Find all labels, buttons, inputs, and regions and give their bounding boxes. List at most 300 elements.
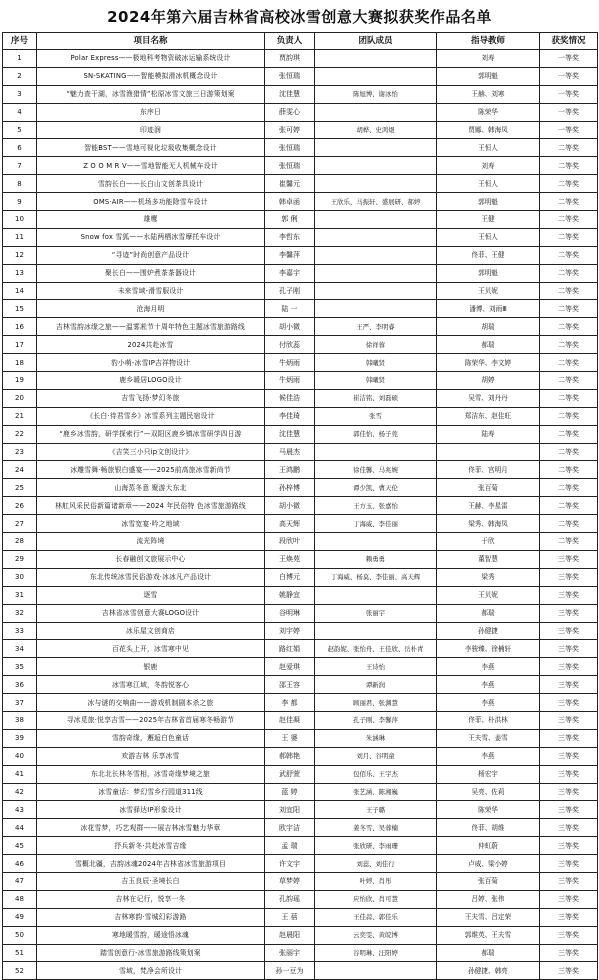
cell-no: 27 — [3, 515, 37, 533]
cell-advisor: 王贝妮 — [437, 282, 540, 300]
table-row — [3, 300, 598, 318]
cell-no: 50 — [3, 926, 37, 944]
cell-name: Z O O M R V——雪地智能无人机械车设计 — [37, 157, 265, 175]
cell-leader: 赵晨阳 — [265, 926, 315, 944]
cell-award: 三等奖 — [540, 962, 598, 980]
cell-members: 赵韵妮、张怡舟、王佳欣、岳朴青 — [315, 640, 437, 658]
cell-no: 19 — [3, 372, 37, 390]
cell-members: 刘蕊、刘佳行 — [315, 855, 437, 873]
table-row — [3, 944, 598, 962]
cell-name: 冰雪寒江域，冬韵悦客心 — [37, 676, 265, 694]
cell-award: 三等奖 — [540, 926, 598, 944]
cell-leader: 李佳琦 — [265, 407, 315, 425]
cell-name: 雪韵奇缘，邂逅白色童话 — [37, 729, 265, 747]
cell-members — [315, 264, 437, 282]
cell-name: SN-SKATING——智能模拟滑冰机概念设计 — [37, 67, 265, 85]
cell-award: 三等奖 — [540, 783, 598, 801]
table-row — [3, 801, 598, 819]
cell-leader: 陆 一 — [265, 300, 315, 318]
cell-members — [315, 282, 437, 300]
table-row — [3, 908, 598, 926]
cell-leader: 薛雯心 — [265, 103, 315, 121]
cell-award: 三等奖 — [540, 765, 598, 783]
cell-members: 郭佳怡、杨子莞 — [315, 425, 437, 443]
cell-advisor: 郭明魁 — [437, 67, 540, 85]
cell-members: 谭少凯、曹天伦 — [315, 479, 437, 497]
cell-leader: 王焕苑 — [265, 550, 315, 568]
cell-no: 45 — [3, 837, 37, 855]
header-award: 获奖情况 — [540, 33, 598, 50]
cell-name: 逐雪 — [37, 586, 265, 604]
cell-no: 13 — [3, 264, 37, 282]
cell-award: 三等奖 — [540, 711, 598, 729]
cell-leader: 许文宇 — [265, 855, 315, 873]
cell-name: 冰雪宽宴·吟之地域 — [37, 515, 265, 533]
cell-members: 王佳蒜、郭佳乐 — [315, 908, 437, 926]
cell-advisor: 李燕 — [437, 694, 540, 712]
cell-award: 三等奖 — [540, 658, 598, 676]
table-header-row — [3, 33, 598, 50]
cell-leader: 王 婆 — [265, 729, 315, 747]
cell-no: 36 — [3, 676, 37, 694]
cell-advisor: 佟菲、胡维 — [437, 819, 540, 837]
cell-advisor: 李骏臻、徐楠轩 — [437, 640, 540, 658]
cell-members: 朱涵琳 — [315, 729, 437, 747]
cell-members: 张艺涵、陈湘巍 — [315, 783, 437, 801]
cell-name: 东北传统冰雪民俗游戏·冰冰凡产品设计 — [37, 568, 265, 586]
table-row — [3, 246, 598, 264]
cell-advisor: 李燕 — [437, 676, 540, 694]
table-row — [3, 157, 598, 175]
cell-name: 长春融创文旅展示中心 — [37, 550, 265, 568]
table-row — [3, 962, 598, 980]
cell-advisor: 王夫雪、吕定荣 — [437, 908, 540, 926]
table-row — [3, 67, 598, 85]
cell-name: 雪概北疆，吉韵冰魂2024年吉林省冰雪旅游项目 — [37, 855, 265, 873]
cell-leader: 路红娟 — [265, 640, 315, 658]
table-row — [3, 855, 598, 873]
cell-award: 二等奖 — [540, 300, 598, 318]
cell-name: 东北北长林冬雪相，冰雪奇缘梦境之旅 — [37, 765, 265, 783]
cell-advisor: 陈荣华、李文婷 — [437, 354, 540, 372]
cell-name: 冰与谜的交响曲——游戏机制剧本杀之旅 — [37, 694, 265, 712]
cell-name: 冰乐屋文创商店 — [37, 622, 265, 640]
cell-leader: 沈佳慧 — [265, 85, 315, 103]
table-row — [3, 872, 598, 890]
cell-award: 一等奖 — [540, 50, 598, 68]
cell-members: 刘月、谷明童 — [315, 747, 437, 765]
cell-leader: 胡小微 — [265, 318, 315, 336]
cell-advisor: 郑洁东、赵佳旺 — [437, 407, 540, 425]
cell-name: 豹小萌-冰雪IP吉祥物设计 — [37, 354, 265, 372]
cell-members: 顾丽君、张渊慧 — [315, 694, 437, 712]
table-row — [3, 622, 598, 640]
cell-leader: 付欣蕊 — [265, 336, 315, 354]
cell-award: 三等奖 — [540, 568, 598, 586]
cell-no: 9 — [3, 193, 37, 211]
cell-advisor: 王夫雪、姜雪 — [437, 729, 540, 747]
cell-no: 41 — [3, 765, 37, 783]
cell-name: 林舡风采民俗新篇诸新章——2024 年民俗特 色冰雪旅游路线 — [37, 497, 265, 515]
cell-leader: 张恒瑞 — [265, 139, 315, 157]
table-row — [3, 282, 598, 300]
cell-members: 王欣乐、马振轩、盛展研、郝婷 — [315, 193, 437, 211]
cell-members: 张雪 — [315, 407, 437, 425]
cell-no: 14 — [3, 282, 37, 300]
cell-no: 47 — [3, 872, 37, 890]
cell-members: 韩曦贤 — [315, 372, 437, 390]
cell-members: 赖勇勇 — [315, 550, 437, 568]
table-row — [3, 729, 598, 747]
cell-advisor: 吕婷、张伟 — [437, 890, 540, 908]
cell-members: 韩曦贤 — [315, 354, 437, 372]
cell-name: 印迹润 — [37, 121, 265, 139]
cell-leader: 胡小微 — [265, 497, 315, 515]
cell-members: 张欣研、李雨珊 — [315, 837, 437, 855]
cell-award: 二等奖 — [540, 175, 598, 193]
cell-advisor: 于欣 — [437, 533, 540, 551]
cell-no: 17 — [3, 336, 37, 354]
cell-members: 胡桦、史鸿煜 — [315, 121, 437, 139]
cell-leader: 蓝 婷 — [265, 783, 315, 801]
table-row — [3, 407, 598, 425]
cell-no: 26 — [3, 497, 37, 515]
cell-leader: 牛炳雨 — [265, 372, 315, 390]
cell-advisor: 吴亮、佐莉 — [437, 783, 540, 801]
cell-leader: 孟 瑞 — [265, 837, 315, 855]
cell-no: 48 — [3, 890, 37, 908]
cell-award: 二等奖 — [540, 389, 598, 407]
cell-leader: 沈佳慧 — [265, 425, 315, 443]
cell-award: 三等奖 — [540, 801, 598, 819]
cell-advisor: 胡婷 — [437, 372, 540, 390]
cell-members: 包佰乐、王宇杰 — [315, 765, 437, 783]
header-no: 序号 — [3, 33, 37, 50]
cell-name: OMS·AIR——机场多功能除雪车设计 — [37, 193, 265, 211]
cell-members — [315, 211, 437, 229]
cell-name: 智能BST——雪地可视化垃圾收集概念设计 — [37, 139, 265, 157]
cell-name: 未来雪域-滑雪服设计 — [37, 282, 265, 300]
cell-leader: 张恒瑞 — [265, 67, 315, 85]
cell-no: 18 — [3, 354, 37, 372]
cell-name: 吉林寒韵·雪城幻彩游路 — [37, 908, 265, 926]
cell-members: 丁海威、杨莫、李佳丽、高天辉 — [315, 568, 437, 586]
cell-name: 聚长白——围炉煮茶茶器设计 — [37, 264, 265, 282]
cell-advisor: 王贝妮 — [437, 586, 540, 604]
cell-no: 4 — [3, 103, 37, 121]
table-row — [3, 515, 598, 533]
cell-advisor: 王赫、李星雷 — [437, 497, 540, 515]
cell-name: 吉玉良辰·圣境长白 — [37, 872, 265, 890]
cell-advisor: 陆寿 — [437, 425, 540, 443]
cell-no: 38 — [3, 711, 37, 729]
cell-no: 20 — [3, 389, 37, 407]
cell-award: 三等奖 — [540, 819, 598, 837]
cell-no: 30 — [3, 568, 37, 586]
cell-no: 25 — [3, 479, 37, 497]
cell-no: 3 — [3, 85, 37, 103]
cell-leader: 李哲东 — [265, 228, 315, 246]
cell-award: 二等奖 — [540, 228, 598, 246]
cell-no: 8 — [3, 175, 37, 193]
cell-leader: 段欣叶 — [265, 533, 315, 551]
cell-name: 山海蒸冬意 聚游大东北 — [37, 479, 265, 497]
cell-advisor: 郝瑞 — [437, 336, 540, 354]
cell-advisor: 王赫、刘寒 — [437, 85, 540, 103]
cell-leader: 赵爱琪 — [265, 658, 315, 676]
cell-leader: 贾韵琪 — [265, 50, 315, 68]
cell-leader: 欧宇洁 — [265, 819, 315, 837]
cell-award: 三等奖 — [540, 908, 598, 926]
cell-award: 二等奖 — [540, 372, 598, 390]
table-row — [3, 211, 598, 229]
cell-name: 冰花雪梦，巧艺观群——展吉林冰雪魅力华章 — [37, 819, 265, 837]
cell-leader: 韩卓函 — [265, 193, 315, 211]
cell-award: 二等奖 — [540, 264, 598, 282]
table-row — [3, 926, 598, 944]
cell-leader: 高天辉 — [265, 515, 315, 533]
cell-members: 张丽宇 — [315, 604, 437, 622]
table-row — [3, 85, 598, 103]
cell-members: 王方玉、张嘉怡 — [315, 497, 437, 515]
cell-name: 银鹿 — [37, 658, 265, 676]
cell-advisor: 郝瑞 — [437, 604, 540, 622]
cell-advisor: 陈荣华 — [437, 801, 540, 819]
cell-members: 应怡欣、肖可慧 — [315, 890, 437, 908]
table-row — [3, 550, 598, 568]
cell-members: 王诗怡 — [315, 658, 437, 676]
table-row — [3, 50, 598, 68]
cell-members: 徐祥蓉 — [315, 336, 437, 354]
cell-award: 二等奖 — [540, 461, 598, 479]
cell-members: 崔洁铭、刘磊硕 — [315, 389, 437, 407]
cell-name: 2024共赴冰雪 — [37, 336, 265, 354]
header-name: 项目名称 — [37, 33, 265, 50]
cell-leader: 郭 俐 — [265, 211, 315, 229]
table-row — [3, 318, 598, 336]
cell-name: 东序日 — [37, 103, 265, 121]
cell-advisor: 刘寿 — [437, 50, 540, 68]
cell-award: 二等奖 — [540, 425, 598, 443]
cell-advisor: 贾娜、韩海凤 — [437, 121, 540, 139]
cell-members — [315, 50, 437, 68]
cell-advisor: 刘寿 — [437, 157, 540, 175]
table-row — [3, 354, 598, 372]
cell-advisor: 陈荣华 — [437, 103, 540, 121]
cell-members: 王子璐 — [315, 801, 437, 819]
table-row — [3, 676, 598, 694]
table-row — [3, 103, 598, 121]
header-advisor: 指导教师 — [437, 33, 540, 50]
cell-no: 44 — [3, 819, 37, 837]
cell-no: 5 — [3, 121, 37, 139]
cell-advisor: 卢威、梁小婷 — [437, 855, 540, 873]
cell-no: 24 — [3, 461, 37, 479]
cell-no: 1 — [3, 50, 37, 68]
cell-advisor: 佟菲、王健 — [437, 246, 540, 264]
cell-advisor: 王健 — [437, 211, 540, 229]
cell-award: 二等奖 — [540, 282, 598, 300]
cell-members: 云奕雯、黄皖博 — [315, 926, 437, 944]
cell-advisor: 潘博、刘雨Ⅲ — [437, 300, 540, 318]
cell-no: 31 — [3, 586, 37, 604]
cell-no: 2 — [3, 67, 37, 85]
cell-no: 22 — [3, 425, 37, 443]
cell-advisor: 董智慧 — [437, 550, 540, 568]
cell-no: 12 — [3, 246, 37, 264]
cell-members: 孔子刚、李馨萍 — [315, 711, 437, 729]
cell-name: “寻迹”时尚创意产品设计 — [37, 246, 265, 264]
table-row — [3, 193, 598, 211]
cell-advisor: 梁秀、韩海凤 — [437, 515, 540, 533]
cell-advisor: 孙健捷 — [437, 622, 540, 640]
table-row — [3, 228, 598, 246]
cell-leader: 张恒瑞 — [265, 157, 315, 175]
cell-name: 吉林在记行，悦享一冬 — [37, 890, 265, 908]
cell-award: 三等奖 — [540, 604, 598, 622]
table-row — [3, 765, 598, 783]
cell-award: 二等奖 — [540, 336, 598, 354]
cell-name: Snow fox 雪狐——水陆两栖冰雪摩托车设计 — [37, 228, 265, 246]
cell-award: 三等奖 — [540, 855, 598, 873]
cell-members — [315, 962, 437, 980]
cell-advisor — [437, 443, 540, 461]
cell-no: 32 — [3, 604, 37, 622]
cell-award: 二等奖 — [540, 211, 598, 229]
cell-leader: 王 蓓 — [265, 908, 315, 926]
cell-name: 雪韵长白——长白山文创茶具设计 — [37, 175, 265, 193]
cell-name: 抒兵新冬·共赴冰雪吉缘 — [37, 837, 265, 855]
cell-leader: 白博元 — [265, 568, 315, 586]
cell-no: 28 — [3, 533, 37, 551]
cell-award: 二等奖 — [540, 515, 598, 533]
table-row — [3, 264, 598, 282]
cell-leader: 牛炳雨 — [265, 354, 315, 372]
table-row — [3, 694, 598, 712]
cell-members — [315, 622, 437, 640]
cell-members — [315, 157, 437, 175]
cell-name: 寻冰觅旅·悦享吉雪——2025年吉林省首届寒冬畅游节 — [37, 711, 265, 729]
cell-advisor: 杨宏宇 — [437, 765, 540, 783]
cell-no: 16 — [3, 318, 37, 336]
cell-members — [315, 300, 437, 318]
cell-no: 46 — [3, 855, 37, 873]
cell-leader: 王鸿鹏 — [265, 461, 315, 479]
cell-advisor: 王恒人 — [437, 175, 540, 193]
table-row — [3, 658, 598, 676]
cell-leader: 赵佳凝 — [265, 711, 315, 729]
cell-leader: 孙梓博 — [265, 479, 315, 497]
cell-leader: 候佳浩 — [265, 389, 315, 407]
cell-no: 34 — [3, 640, 37, 658]
cell-award: 二等奖 — [540, 139, 598, 157]
cell-award: 一等奖 — [540, 121, 598, 139]
cell-members: 姜冬雪、吴蓉楠 — [315, 819, 437, 837]
table-body — [3, 50, 598, 980]
cell-award: 三等奖 — [540, 694, 598, 712]
cell-name: 流光阵境 — [37, 533, 265, 551]
cell-advisor: 王恒人 — [437, 228, 540, 246]
table-row — [3, 711, 598, 729]
cell-award: 三等奖 — [540, 944, 598, 962]
cell-name: 沧海月明 — [37, 300, 265, 318]
cell-members: 谷明琳、汪阳婷 — [315, 944, 437, 962]
cell-no: 7 — [3, 157, 37, 175]
cell-no: 29 — [3, 550, 37, 568]
cell-members — [315, 533, 437, 551]
cell-no: 51 — [3, 944, 37, 962]
cell-award: 三等奖 — [540, 747, 598, 765]
cell-name: 欢游吉林 乐享冰雪 — [37, 747, 265, 765]
cell-members: 徐佳馨、马兆婉 — [315, 461, 437, 479]
cell-no: 52 — [3, 962, 37, 980]
cell-advisor: 仲虹蔚 — [437, 837, 540, 855]
table-row — [3, 747, 598, 765]
cell-name: 冰雪驿达IP形象设计 — [37, 801, 265, 819]
cell-leader: 刘宇婷 — [265, 622, 315, 640]
cell-name: 《长白·待君雪乡》冰雪系列主题民宿设计 — [37, 407, 265, 425]
cell-award: 三等奖 — [540, 676, 598, 694]
cell-award: 二等奖 — [540, 157, 598, 175]
cell-no: 39 — [3, 729, 37, 747]
cell-members — [315, 586, 437, 604]
cell-members: 丁海威、李佳丽 — [315, 515, 437, 533]
cell-advisor: 佟菲、朴洪林 — [437, 711, 540, 729]
cell-award: 三等奖 — [540, 640, 598, 658]
table-row — [3, 604, 598, 622]
cell-no: 21 — [3, 407, 37, 425]
cell-no: 15 — [3, 300, 37, 318]
cell-leader: 草梦婷 — [265, 872, 315, 890]
cell-name: 百花头上开，冰雪寒中见 — [37, 640, 265, 658]
cell-members — [315, 175, 437, 193]
cell-award: 三等奖 — [540, 837, 598, 855]
cell-members — [315, 139, 437, 157]
cell-name: 寒地暖雪韵，暖途悟冰魂 — [37, 926, 265, 944]
cell-leader: 李 都 — [265, 694, 315, 712]
cell-members — [315, 103, 437, 121]
cell-leader: 孙一豆为 — [265, 962, 315, 980]
table-row — [3, 139, 598, 157]
cell-leader: 孔韵瑶 — [265, 890, 315, 908]
cell-no: 37 — [3, 694, 37, 712]
cell-award: 三等奖 — [540, 872, 598, 890]
cell-leader: 姚静宜 — [265, 586, 315, 604]
table-row — [3, 837, 598, 855]
cell-award: 一等奖 — [540, 103, 598, 121]
cell-advisor: 吴雪、刘丹丹 — [437, 389, 540, 407]
cell-advisor: 佟菲、宫明月 — [437, 461, 540, 479]
document-title: 2024年第六届吉林省高校冰雪创意大赛拟获奖作品名单 — [107, 8, 492, 26]
cell-name: 踏雪创意行-冰雪旅游路线策划案 — [37, 944, 265, 962]
table-row — [3, 425, 598, 443]
cell-no: 42 — [3, 783, 37, 801]
table-row — [3, 443, 598, 461]
cell-no: 11 — [3, 228, 37, 246]
cell-name: 冰雪童话：梦幻雪乡行园道311线 — [37, 783, 265, 801]
table-row — [3, 479, 598, 497]
cell-award: 三等奖 — [540, 586, 598, 604]
header-members: 团队成员 — [315, 33, 437, 50]
cell-leader: 谷明琳 — [265, 604, 315, 622]
cell-members: 谭新润 — [315, 676, 437, 694]
cell-leader: 李馨萍 — [265, 246, 315, 264]
cell-members — [315, 67, 437, 85]
cell-members — [315, 443, 437, 461]
table-row — [3, 640, 598, 658]
cell-leader: 张可婷 — [265, 121, 315, 139]
cell-name: 雪域，梵净会所设计 — [37, 962, 265, 980]
